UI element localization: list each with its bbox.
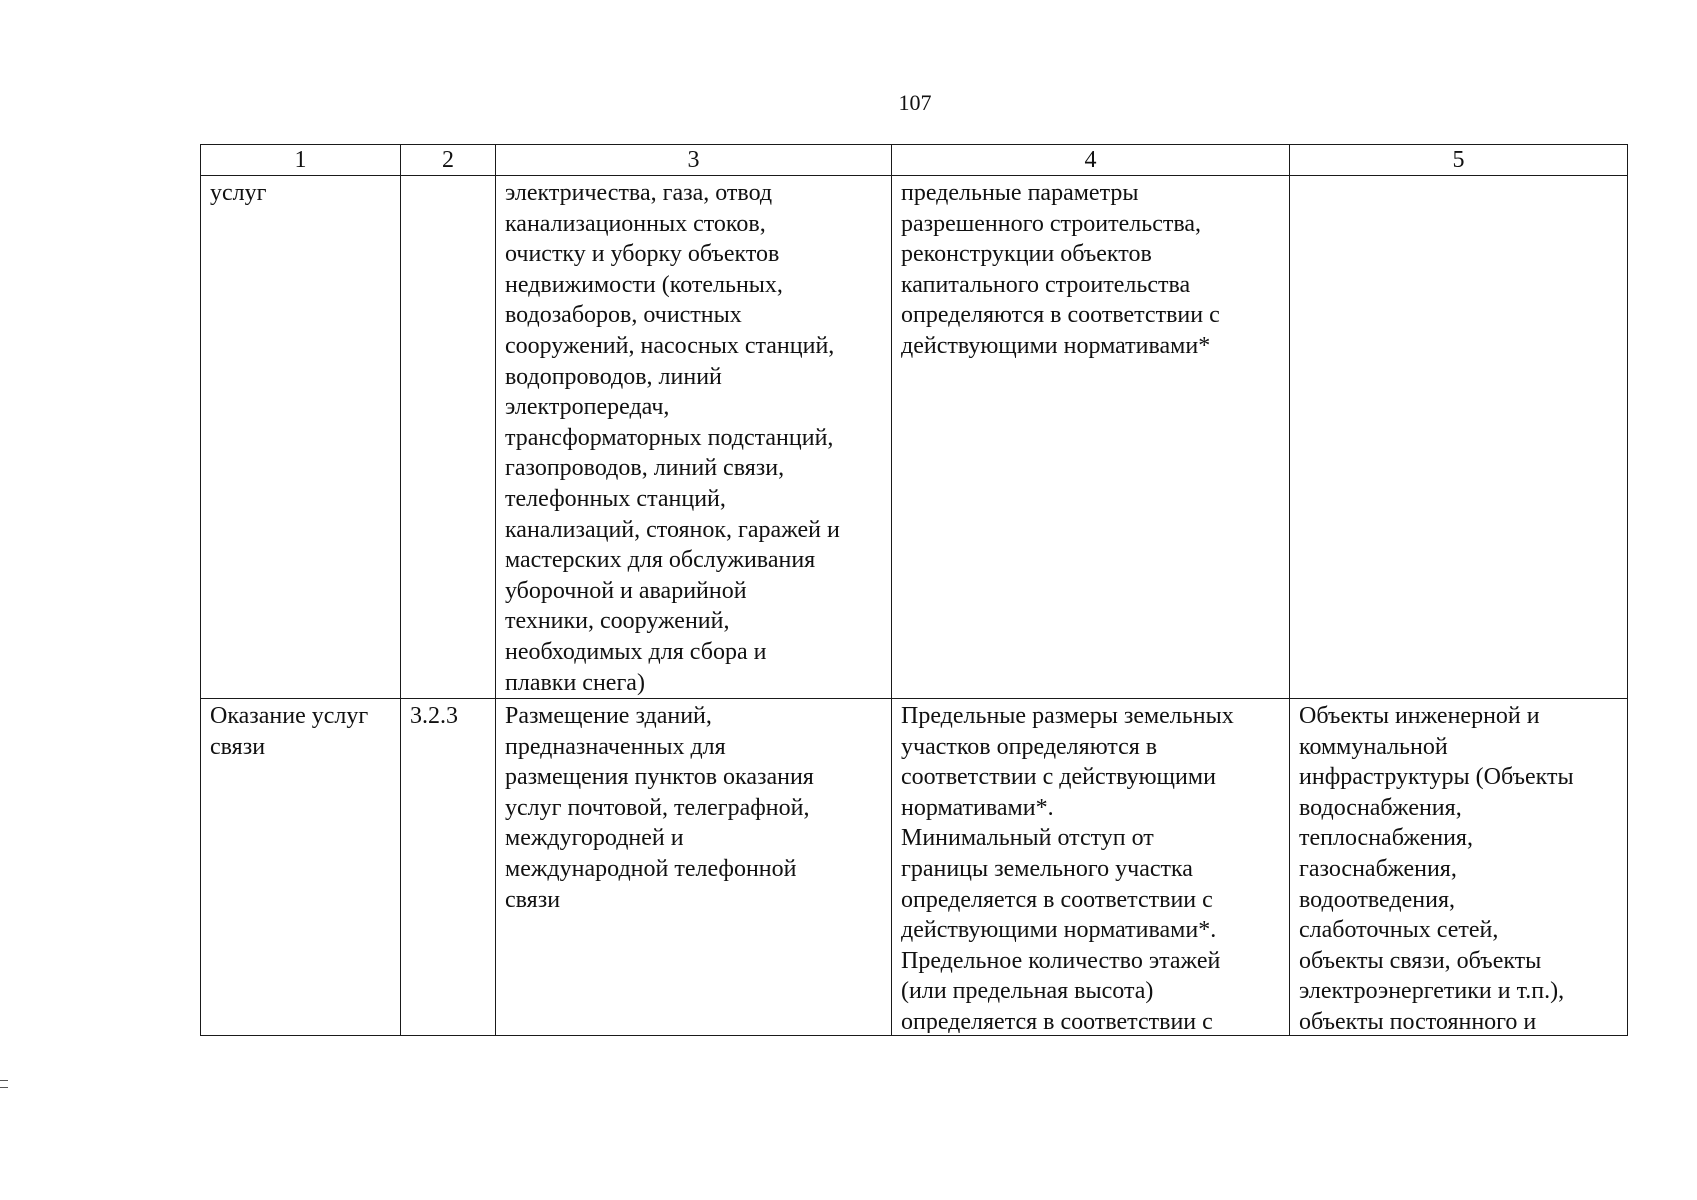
auxiliary-uses-cell (1290, 176, 1628, 699)
column-header-1: 1 (201, 145, 401, 176)
parameters-text: предельные параметры разрешенного строительства, реконструкции объектов капитального строительства определяются в соответствии с действующими нормативами* (901, 180, 1220, 359)
auxiliary-uses-text: Объекты инженерной и коммунальной инфраструктуры (Объекты водоснабжения, теплоснабжения, газоснабжения, водоотведения, слаботочных сетей, объекты связи, объекты электроэнергетики и т.п.), объекты постоянного и (1299, 703, 1574, 1034)
use-description-cell (496, 699, 892, 1036)
use-description-cell (496, 176, 892, 699)
use-code-cell (401, 699, 496, 1036)
page-number: 107 (898, 90, 932, 115)
use-type-text: услуг (210, 180, 267, 206)
use-description-text: Размещение зданий, предназначенных для размещения пунктов оказания услуг почтовой, телеграфной, междугородней и международной телефонной связи (505, 703, 814, 913)
scan-mark (0, 1080, 8, 1088)
use-description-text: электричества, газа, отвод канализационных стоков, очистку и уборку объектов недвижимости (котельных, водозаборов, очистных сооружений, насосных станций, водопроводов, линий электропередач, трансформаторных подстанций, газопроводов, линий связи, телефонных станций, канализаций, стоянок, гаражей и мастерских для обслуживания уборочной и аварийной техники, сооружений, необходимых для сбора и плавки снега) (505, 180, 840, 696)
column-header-4: 4 (892, 145, 1290, 176)
column-header-2: 2 (401, 145, 496, 176)
land-use-table (200, 144, 1628, 1036)
use-code-cell (401, 176, 496, 699)
parameters-cell (892, 176, 1290, 699)
column-header-5: 5 (1290, 145, 1628, 176)
table-header-row (201, 145, 1628, 176)
parameters-text: Предельные размеры земельных участков определяются в соответствии с действующими нормативами*. Минимальный отступ от границы земельного участка определяется в соответствии с действующими нормативами*. Предельное количество этажей (или предельная высота) определяется в соответствии с (901, 703, 1234, 1034)
table-row (201, 699, 1628, 1036)
use-type-cell (201, 176, 401, 699)
use-type-text: Оказание услуг связи (210, 703, 369, 760)
auxiliary-uses-cell (1290, 699, 1628, 1036)
use-type-cell (201, 699, 401, 1036)
parameters-cell (892, 699, 1290, 1036)
column-header-3: 3 (496, 145, 892, 176)
use-code-text: 3.2.3 (410, 703, 458, 730)
table-row (201, 176, 1628, 699)
